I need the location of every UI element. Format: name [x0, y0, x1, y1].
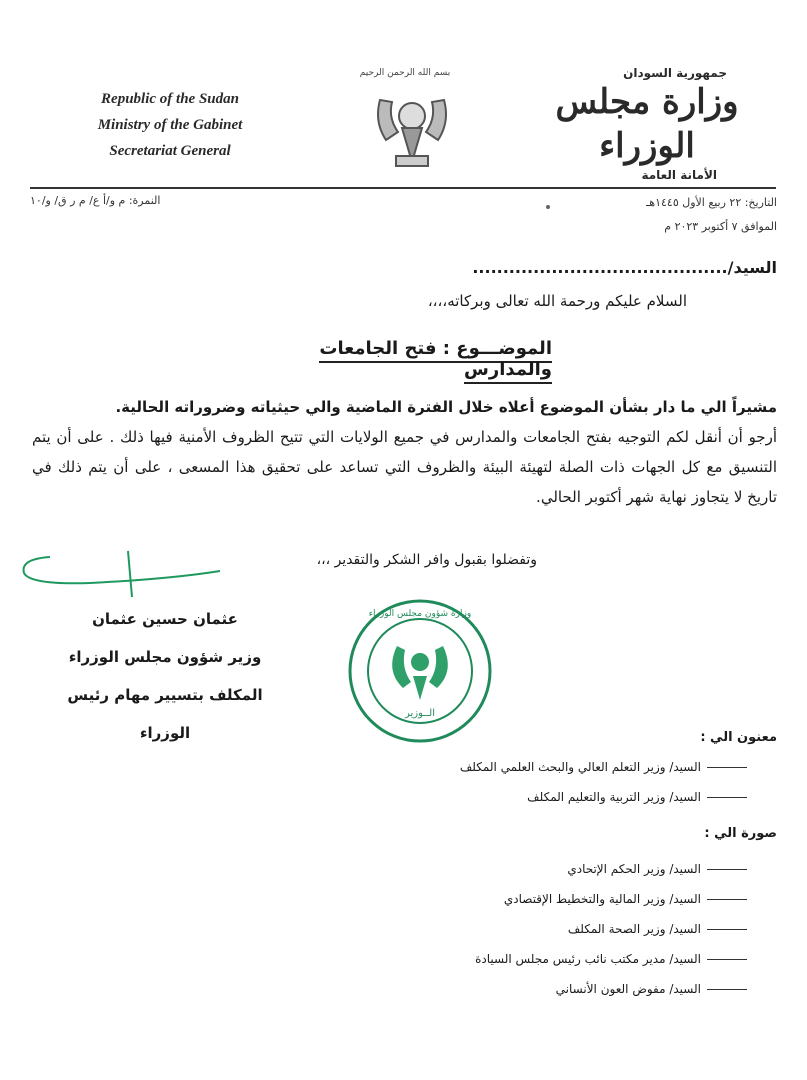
english-line-3: Secretariat General	[109, 143, 231, 159]
copy-to-title: صورة الي :	[704, 826, 777, 841]
signatory-name: عثمان حسين عثمان	[92, 610, 238, 628]
subject-text: الموضـــوع : فتح الجامعات والمدارس	[319, 338, 552, 384]
arabic-general-secretariat: الأمانة العامة	[641, 168, 717, 182]
arabic-republic: جمهورية السودان	[623, 66, 727, 80]
list-item-text: السيد/ وزير الحكم الإتحادي	[567, 862, 701, 876]
list-item	[227, 892, 747, 906]
list-item-text: السيد/ مدير مكتب نائب رئيس مجلس السيادة	[475, 952, 701, 966]
signature-scribble	[10, 545, 230, 605]
list-item-text: السيد/ مفوض العون الأنساني	[555, 982, 701, 996]
list-dash	[707, 869, 747, 870]
list-item	[227, 862, 747, 876]
sudan-emblem-icon	[372, 82, 452, 174]
letter-body	[32, 392, 777, 512]
arabic-ministry: وزارة مجلس الوزراء	[555, 82, 739, 166]
paragraph-2: أرجو أن أنقل لكم التوجيه بفتح الجامعات والمدارس في جميع الولايات التي تتيح الظروف الأمنية فيها ذلك . على أن يتم التنسيق مع كل الجهات ذات الصلة لتهيئة البيئة والظروف التي تساعد على تحقيق هذا المسعى ، على أن يتم ذلك في تاريخ لا يتجاوز نهاية شهر أكتوبر الحالي.	[32, 428, 777, 506]
list-item	[227, 952, 747, 966]
list-item-text: السيد/ وزير المالية والتخطيط الإقتصادي	[503, 892, 701, 906]
reference-number: النمرة: م و/أ ع/ م ر ق/ و/١٠	[30, 194, 161, 207]
signatory-title: وزير شؤون مجلس الوزراء	[68, 648, 262, 666]
english-line-2: Ministry of the Gabinet	[97, 117, 243, 133]
paragraph-1: مشيراً الي ما دار بشأن الموضوع أعلاه خلال الفترة الماضية والي حيثياته وضروراته الحالية.	[115, 398, 777, 416]
list-dash	[707, 767, 747, 768]
basmala: بسم الله الرحمن الرحيم	[359, 68, 451, 78]
english-letterhead	[60, 86, 280, 164]
list-item-text: السيد/ وزير التعلم العالي والبحث العلمي المكلف	[459, 760, 701, 774]
stamp-bottom-text: الــوزير	[405, 708, 435, 719]
list-dash	[707, 797, 747, 798]
arabic-letterhead	[517, 66, 777, 182]
official-stamp	[345, 596, 495, 746]
addressed-to-title: معنون الي :	[700, 730, 777, 745]
list-dash	[707, 989, 747, 990]
list-item	[227, 982, 747, 996]
signature-block	[40, 600, 290, 752]
list-dash	[707, 929, 747, 930]
greeting: السلام عليكم ورحمة الله تعالى وبركاته،،،،	[427, 292, 687, 310]
signatory-acting-title: المكلف بتسيير مهام رئيس الوزراء	[67, 686, 263, 742]
list-item-text: السيد/ وزير التربية والتعليم المكلف	[527, 790, 701, 804]
list-dash	[707, 959, 747, 960]
subject-line	[252, 338, 552, 380]
addressee: السيد/..........................................	[472, 258, 777, 277]
header-divider	[30, 187, 776, 189]
english-line-1: Republic of the Sudan	[101, 91, 239, 107]
list-dash	[707, 899, 747, 900]
list-item	[227, 760, 747, 774]
list-item-text: السيد/ وزير الصحة المكلف	[567, 922, 701, 936]
list-item	[227, 922, 747, 936]
stamp-ring-text: وزارة شؤون مجلس الوزراء	[368, 609, 472, 619]
date-gregorian: الموافق ٧ أكتوبر ٢٠٢٣ م	[664, 220, 777, 233]
date-hijri: التاريخ: ٢٢ ربيع الأول ١٤٤٥هـ	[646, 196, 777, 209]
list-item	[227, 790, 747, 804]
closing: وتفضلوا بقبول وافر الشكر والتقدير ،،،	[316, 552, 537, 568]
